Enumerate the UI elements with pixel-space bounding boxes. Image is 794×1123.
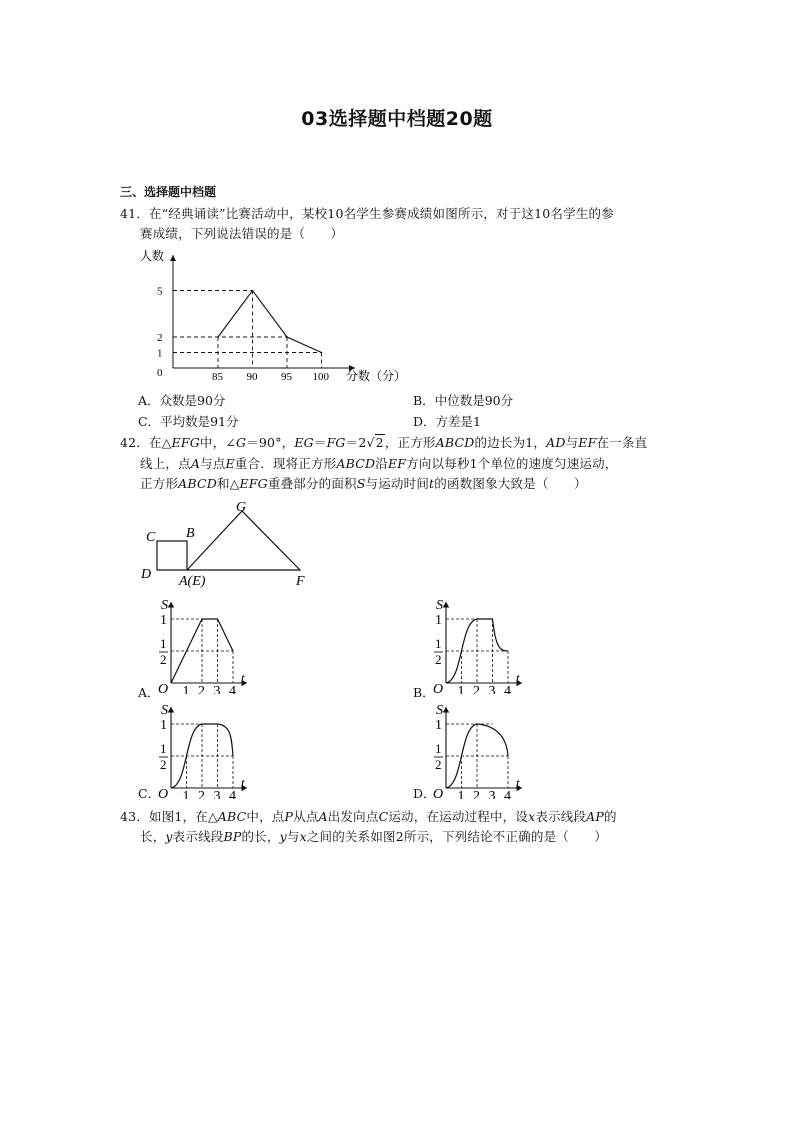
tick-s-1: 1: [160, 613, 167, 628]
label-ae: A(E): [179, 574, 206, 589]
tick-t-4: 4: [229, 789, 236, 799]
t-label: t: [241, 775, 245, 790]
series-line: [218, 291, 322, 353]
tick-t-2: 2: [198, 789, 205, 799]
page-title: 03选择题中档题20题: [301, 108, 493, 130]
triangle-efg: [187, 511, 300, 570]
q42-line-2: 线上，点A与点E重合．现将正方形ABCD沿EF方向以每秒1个单位的速度匀速运动，: [140, 456, 618, 471]
t-label: t: [516, 775, 520, 790]
tick-t-4: 4: [229, 684, 236, 694]
t-label: t: [241, 670, 245, 685]
data-series: [217, 290, 322, 354]
tick-t-3: 3: [488, 789, 496, 799]
y-tick-2: 2: [157, 332, 163, 344]
q42-graph-d[interactable]: [430, 701, 530, 799]
q42-figure: [135, 497, 325, 590]
sqrt-symbol: √2: [366, 435, 384, 450]
q42-line-1: 42．在△EFG中，∠G＝90°，EG＝FG＝2√2，正方形ABCD的边长为1，AD与EF在一条直: [120, 435, 648, 450]
label-g: G: [236, 500, 247, 515]
q41-option-b[interactable]: B．中位数是90分: [413, 393, 514, 408]
q41-text-1: 在“经典诵读”比赛活动中，某校10名学生参赛成绩如图所示，对于这10名学生的参: [149, 206, 614, 221]
tick-t-2: 2: [198, 684, 205, 694]
s-label: S: [436, 598, 443, 613]
label-c: C: [146, 530, 156, 545]
tick-half-den: 2: [160, 757, 167, 772]
data-point-100: [321, 352, 323, 354]
tick-t-1: 1: [457, 684, 465, 694]
tick-t-1: 1: [457, 789, 465, 799]
x-tick-85: 85: [212, 371, 223, 383]
origin-label: O: [433, 787, 444, 799]
q43-line-2: 长，y表示线段BP的长，y与x之间的关系如图2所示，下列结论不正确的是（ ）: [140, 829, 608, 844]
s-label: S: [161, 598, 168, 613]
q42-graph-c[interactable]: [155, 701, 255, 799]
tick-half-den: 2: [435, 652, 442, 667]
tick-t-2: 2: [473, 684, 480, 694]
square-abcd: [157, 541, 187, 570]
tick-t-3: 3: [213, 684, 221, 694]
x-tick-95: 95: [281, 371, 292, 383]
tick-s-1: 1: [435, 613, 442, 628]
x-tick-labels: [212, 371, 330, 383]
tick-t-1: 1: [182, 789, 190, 799]
q41-option-d[interactable]: D．方差是1: [413, 414, 481, 429]
data-point-90: [252, 290, 254, 292]
q41-number: 41．: [120, 206, 150, 221]
q41-option-a[interactable]: A．众数是90分: [138, 393, 226, 408]
label-b: B: [186, 526, 195, 541]
tick-half-den: 2: [160, 652, 167, 667]
x-tick-100: 100: [312, 371, 329, 383]
q41-text-2: 赛成绩，下列说法错误的是（ ）: [140, 226, 344, 241]
origin-label: O: [433, 682, 444, 694]
q42-option-c[interactable]: C．: [138, 786, 161, 801]
s-label: S: [436, 703, 443, 718]
tick-s-1: 1: [160, 718, 167, 733]
q42-graph-a[interactable]: [155, 596, 255, 694]
y-axis-label: 人数: [140, 249, 165, 263]
tick-half-den: 2: [435, 757, 442, 772]
tick-t-4: 4: [504, 684, 511, 694]
tick-t-3: 3: [213, 789, 221, 799]
x-tick-90: 90: [246, 371, 258, 383]
tick-s-1: 1: [435, 718, 442, 733]
label-d: D: [141, 567, 152, 582]
data-point-95: [286, 336, 288, 338]
x-axis-label: 分数（分）: [346, 369, 407, 383]
q41-chart: [130, 243, 420, 385]
tick-t-4: 4: [504, 789, 511, 799]
q42-graph-b[interactable]: [430, 596, 530, 694]
label-f: F: [296, 574, 305, 589]
tick-t-3: 3: [488, 684, 496, 694]
y-tick-labels: [157, 286, 163, 380]
q41-line-1: [120, 204, 614, 222]
q43-line-1: 43．如图1，在△ABC中，点P从点A出发向点C运动，在运动过程中，设x表示线段AP的: [120, 809, 617, 824]
y-tick-5: 5: [157, 285, 163, 298]
q42-line-3: 正方形ABCD和△EFG重叠部分的面积S与运动时间t的函数图象大致是（ ）: [140, 476, 587, 491]
tick-t-1: 1: [182, 684, 190, 694]
tick-half-num: 1: [435, 636, 442, 651]
tick-t-2: 2: [473, 789, 480, 799]
origin-label: O: [158, 787, 169, 799]
q41-option-c[interactable]: C．平均数是91分: [138, 414, 239, 429]
y-tick-0: 0: [157, 367, 163, 379]
tick-half-num: 1: [160, 636, 167, 651]
t-label: t: [516, 670, 520, 685]
q42-option-b[interactable]: B．: [413, 685, 435, 700]
s-label: S: [161, 703, 168, 718]
guide-lines: [173, 291, 322, 369]
tick-half-num: 1: [160, 741, 167, 756]
origin-label: O: [158, 682, 169, 694]
q42-option-a[interactable]: A．: [138, 685, 160, 700]
q42-option-d[interactable]: D．: [413, 786, 436, 801]
data-point-85: [217, 336, 219, 338]
y-tick-1: 1: [157, 347, 163, 360]
section-heading: 三、选择题中档题: [120, 185, 217, 199]
tick-half-num: 1: [435, 741, 442, 756]
